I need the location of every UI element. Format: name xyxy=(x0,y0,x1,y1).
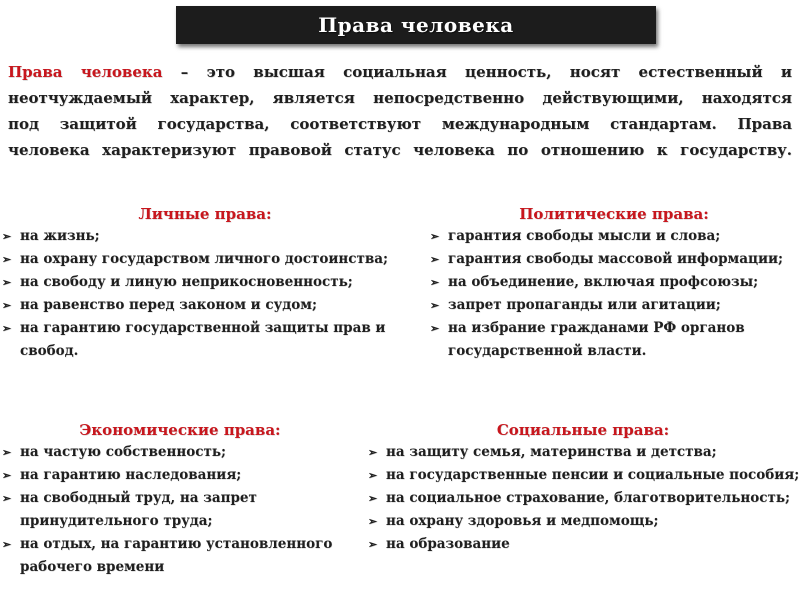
list-item xyxy=(0,225,410,248)
list-item xyxy=(366,533,800,556)
arrow-bullet-icon: ➢ xyxy=(368,515,378,528)
list-item-text: на образование xyxy=(386,536,510,552)
list-item-text: гарантия свободы массовой информации; xyxy=(448,251,783,267)
arrow-bullet-icon: ➢ xyxy=(430,299,440,312)
list-item xyxy=(366,464,800,487)
arrow-bullet-icon: ➢ xyxy=(430,276,440,289)
intro-line xyxy=(8,111,792,137)
intro-line-text: – это высшая социальная ценность, носят естественный и xyxy=(162,63,793,81)
list-item-text: на объединение, включая профсоюзы; xyxy=(448,274,759,290)
arrow-bullet-icon: ➢ xyxy=(368,538,378,551)
list-item xyxy=(0,441,360,464)
intro-line xyxy=(8,85,792,111)
intro-term: Права человека xyxy=(8,63,163,81)
list-item-text: на социальное страхование, благотворительность; xyxy=(386,490,790,506)
arrow-bullet-icon: ➢ xyxy=(2,469,12,482)
arrow-bullet-icon: ➢ xyxy=(2,322,12,335)
arrow-bullet-icon: ➢ xyxy=(2,299,12,312)
section-economic-rights xyxy=(0,419,360,579)
list-item xyxy=(0,317,410,363)
list-item-text: на гарантию наследования; xyxy=(20,467,242,483)
economic-rights-list xyxy=(0,441,360,579)
list-item-text: запрет пропаганды или агитации; xyxy=(448,297,721,313)
intro-paragraph xyxy=(8,59,792,163)
intro-line xyxy=(8,59,792,85)
arrow-bullet-icon: ➢ xyxy=(2,276,12,289)
list-item-text: на равенство перед законом и судом; xyxy=(20,297,317,313)
intro-line-text: под защитой государства, соответствуют международным стандартам. Права xyxy=(8,115,792,133)
list-item xyxy=(428,248,800,271)
political-rights-list xyxy=(428,225,800,363)
arrow-bullet-icon: ➢ xyxy=(430,322,440,335)
list-item xyxy=(0,464,360,487)
list-item-text: на защиту семья, материнства и детства; xyxy=(386,444,717,460)
list-item xyxy=(428,317,800,363)
list-item xyxy=(428,271,800,294)
list-item-text: гарантия свободы мысли и слова; xyxy=(448,228,721,244)
list-item-text: на государственные пенсии и социальные пособия; xyxy=(386,467,800,483)
list-item-text: на свободный труд, на запрет принудительного труда; xyxy=(20,490,257,529)
arrow-bullet-icon: ➢ xyxy=(2,492,12,505)
personal-rights-list xyxy=(0,225,410,363)
list-item xyxy=(0,294,410,317)
list-item-text: на гарантию государственной защиты прав и свобод. xyxy=(20,320,386,359)
section-social-rights xyxy=(366,419,800,556)
section-title-economic: Экономические права: xyxy=(79,421,281,439)
intro-line-text: человека характеризуют правовой статус человека по отношению к государству. xyxy=(8,141,792,159)
list-item xyxy=(366,487,800,510)
list-item xyxy=(428,294,800,317)
slide-title: Права человека xyxy=(176,6,656,44)
section-title-political: Политические права: xyxy=(519,205,709,223)
list-item xyxy=(0,248,410,271)
list-item-text: на избрание гражданами РФ органов государственной власти. xyxy=(448,320,745,359)
section-political-rights xyxy=(428,203,800,363)
arrow-bullet-icon: ➢ xyxy=(430,230,440,243)
social-rights-list xyxy=(366,441,800,556)
section-title-personal: Личные права: xyxy=(138,205,272,223)
arrow-bullet-icon: ➢ xyxy=(430,253,440,266)
arrow-bullet-icon: ➢ xyxy=(368,492,378,505)
intro-line-text: неотчуждаемый характер, является непосредственно действующими, находятся xyxy=(8,89,792,107)
intro-line xyxy=(8,137,792,163)
list-item xyxy=(0,487,360,533)
list-item xyxy=(0,533,360,579)
list-item xyxy=(366,441,800,464)
list-item xyxy=(366,510,800,533)
list-item xyxy=(0,271,410,294)
arrow-bullet-icon: ➢ xyxy=(368,446,378,459)
arrow-bullet-icon: ➢ xyxy=(2,538,12,551)
arrow-bullet-icon: ➢ xyxy=(2,446,12,459)
section-title-social: Социальные права: xyxy=(496,421,670,439)
list-item-text: на охрану государством личного достоинства; xyxy=(20,251,388,267)
list-item-text: на свободу и линую неприкосновенность; xyxy=(20,274,353,290)
arrow-bullet-icon: ➢ xyxy=(368,469,378,482)
arrow-bullet-icon: ➢ xyxy=(2,253,12,266)
list-item-text: на частую собственность; xyxy=(20,444,227,460)
section-personal-rights xyxy=(0,203,410,363)
list-item-text: на отдых, на гарантию установленного рабочего времени xyxy=(20,536,333,575)
list-item xyxy=(428,225,800,248)
list-item-text: на жизнь; xyxy=(20,228,100,244)
list-item-text: на охрану здоровья и медпомощь; xyxy=(386,513,659,529)
arrow-bullet-icon: ➢ xyxy=(2,230,12,243)
